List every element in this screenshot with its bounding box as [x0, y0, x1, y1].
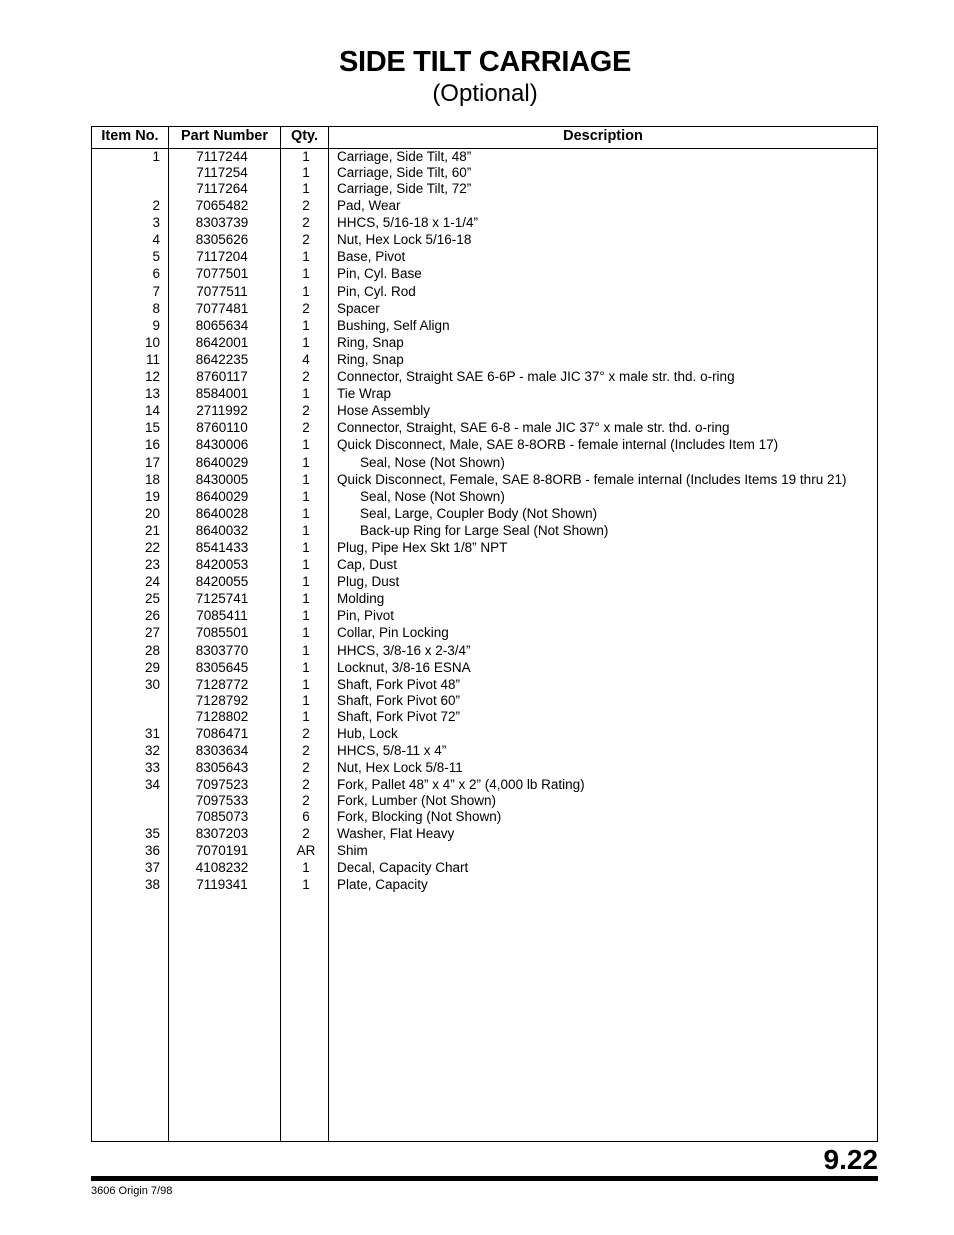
description: Hub, Lock [337, 725, 398, 741]
quantity: 2 [302, 725, 310, 741]
table-row [92, 608, 877, 625]
quantity: 2 [302, 403, 310, 419]
table-row [92, 677, 877, 693]
part-number: 7085411 [196, 608, 248, 624]
quantity: 1 [302, 676, 310, 692]
item-number: 32 [144, 742, 160, 758]
table-row [92, 352, 877, 369]
part-number: 8430005 [195, 471, 249, 487]
table-row [92, 843, 877, 860]
quantity: 1 [302, 266, 310, 282]
part-number: 8303634 [195, 742, 249, 758]
part-number: 7097533 [195, 793, 249, 809]
description: Seal, Nose (Not Shown) [360, 454, 505, 470]
table-row [92, 743, 877, 760]
description: Washer, Flat Heavy [337, 826, 455, 842]
table-row [92, 557, 877, 574]
item-number: 8 [152, 300, 160, 316]
description: Shaft, Fork Pivot 72” [337, 708, 461, 724]
item-number: 25 [144, 591, 160, 607]
description: Carriage, Side Tilt, 48” [337, 149, 472, 164]
quantity: 1 [302, 608, 310, 624]
table-row [92, 860, 877, 877]
part-number: 7128802 [195, 708, 249, 724]
quantity: 2 [302, 760, 310, 775]
part-number: 8420055 [195, 574, 249, 590]
description: Pin, Cyl. Base [337, 266, 422, 282]
item-number: 4 [152, 232, 160, 248]
quantity: 1 [302, 539, 310, 555]
part-number: 7085073 [195, 809, 249, 825]
header-part-number: Part Number [180, 128, 269, 144]
table-row [92, 215, 877, 232]
part-number: 7125741 [195, 591, 249, 607]
part-number: 7097523 [195, 777, 249, 793]
part-number: 8541433 [195, 539, 249, 555]
item-number: 13 [144, 386, 160, 402]
part-number: 8640028 [195, 505, 249, 521]
description: Ring, Snap [337, 351, 404, 367]
part-number: 8305626 [195, 232, 249, 248]
item-number: 19 [144, 488, 160, 504]
part-number: 8065634 [195, 317, 249, 333]
page-subtitle: (Optional) [432, 80, 538, 107]
table-row [92, 181, 877, 198]
table-row [92, 877, 877, 894]
description: Fork, Lumber (Not Shown) [337, 793, 497, 809]
quantity: 1 [302, 625, 310, 641]
quantity: 1 [302, 181, 310, 196]
quantity: 1 [302, 522, 310, 538]
part-number: 7119341 [196, 877, 248, 893]
description: Pin, Cyl. Rod [337, 283, 416, 299]
part-number: 8642001 [195, 334, 249, 350]
part-number: 7070191 [195, 843, 249, 859]
quantity: 6 [302, 809, 310, 825]
description: Ring, Snap [337, 334, 404, 350]
description: Seal, Nose (Not Shown) [360, 488, 505, 504]
item-number: 17 [144, 454, 160, 470]
table-row [92, 437, 877, 454]
page-number: 9.22 [823, 1144, 878, 1175]
table-row [92, 266, 877, 283]
quantity: 1 [302, 877, 310, 893]
part-number: 7117264 [196, 181, 248, 196]
description: Hose Assembly [337, 403, 431, 419]
item-number: 14 [144, 403, 160, 419]
item-number: 34 [144, 777, 160, 793]
item-number: 15 [144, 420, 160, 436]
item-number: 29 [144, 659, 160, 675]
description: Molding [337, 591, 385, 607]
table-row [92, 198, 877, 215]
quantity: 1 [302, 488, 310, 504]
quantity: 1 [302, 860, 310, 876]
part-number: 8640032 [195, 522, 249, 538]
table-row [92, 760, 877, 777]
description: Back-up Ring for Large Seal (Not Shown) [360, 522, 609, 538]
footer-rule [91, 1176, 878, 1181]
header-item-no: Item No. [101, 128, 159, 144]
quantity: 2 [302, 420, 310, 436]
description: Pad, Wear [337, 198, 401, 214]
description: HHCS, 5/8-11 x 4” [337, 742, 447, 758]
quantity: 2 [302, 742, 310, 758]
description: Decal, Capacity Chart [337, 860, 469, 876]
table-row [92, 523, 877, 540]
part-number: 7117254 [196, 165, 248, 180]
description: Pin, Pivot [337, 608, 395, 624]
table-row [92, 455, 877, 472]
description: Base, Pivot [337, 249, 406, 265]
item-number: 21 [144, 522, 160, 538]
item-number: 31 [144, 725, 160, 741]
item-number: 9 [152, 317, 160, 333]
quantity: 1 [302, 642, 310, 658]
part-number: 8640029 [195, 488, 249, 504]
quantity: 1 [302, 454, 310, 470]
table-row [92, 335, 877, 352]
item-number: 36 [144, 843, 160, 859]
table-row [92, 574, 877, 591]
description: Spacer [337, 300, 380, 316]
quantity: 1 [302, 149, 310, 164]
item-number: 12 [144, 369, 160, 385]
item-number: 33 [144, 760, 160, 775]
part-number: 7128792 [195, 692, 249, 708]
quantity: 1 [302, 557, 310, 573]
quantity: 1 [302, 591, 310, 607]
item-number: 23 [144, 557, 160, 573]
table-row [92, 726, 877, 743]
description: Tie Wrap [337, 386, 392, 402]
part-number: 8584001 [195, 386, 249, 402]
description: Nut, Hex Lock 5/8-11 [337, 760, 463, 775]
quantity: 1 [302, 283, 310, 299]
table-row [92, 625, 877, 642]
quantity: 4 [302, 351, 310, 367]
table-row [92, 506, 877, 523]
quantity: AR [296, 843, 316, 859]
part-number: 7077511 [196, 283, 248, 299]
item-number: 18 [144, 471, 160, 487]
description: Plug, Dust [337, 574, 400, 590]
description: Locknut, 3/8-16 ESNA [337, 659, 471, 675]
item-number: 1 [152, 149, 160, 164]
item-number: 35 [144, 826, 160, 842]
description: Quick Disconnect, Male, SAE 8-8ORB - female internal (Includes Item 17) [337, 437, 779, 453]
description: Carriage, Side Tilt, 72” [337, 181, 472, 196]
table-row [92, 420, 877, 437]
description: Fork, Blocking (Not Shown) [337, 809, 502, 825]
quantity: 2 [302, 300, 310, 316]
part-number: 8305645 [195, 659, 249, 675]
description: Collar, Pin Locking [337, 625, 449, 641]
part-number: 2711992 [196, 403, 248, 419]
table-row [92, 643, 877, 660]
description: Plug, Pipe Hex Skt 1/8” NPT [337, 539, 508, 555]
table-row [92, 284, 877, 301]
item-number: 11 [145, 351, 160, 367]
part-number: 8642235 [195, 351, 249, 367]
table-row [92, 472, 877, 489]
quantity: 2 [302, 232, 310, 248]
table-row [92, 403, 877, 420]
parts-table [91, 126, 878, 1142]
item-number: 16 [144, 437, 160, 453]
table-row [92, 149, 877, 165]
table-row [92, 826, 877, 843]
table-row [92, 540, 877, 557]
description: HHCS, 3/8-16 x 2-3/4” [337, 642, 471, 658]
description: Nut, Hex Lock 5/16-18 [337, 232, 472, 248]
quantity: 1 [302, 249, 310, 265]
page-title: SIDE TILT CARRIAGE [338, 46, 632, 78]
item-number: 10 [144, 334, 160, 350]
part-number: 7085501 [195, 625, 249, 641]
part-number: 8760110 [196, 420, 248, 436]
item-number: 38 [144, 877, 160, 893]
quantity: 1 [302, 165, 310, 180]
description: Seal, Large, Coupler Body (Not Shown) [360, 505, 598, 521]
description: Shaft, Fork Pivot 60” [337, 692, 461, 708]
description: Shim [337, 843, 368, 859]
table-row [92, 693, 877, 709]
part-number: 7077481 [195, 300, 249, 316]
item-number: 37 [144, 860, 160, 876]
item-number: 26 [144, 608, 160, 624]
description: Quick Disconnect, Female, SAE 8-8ORB - female internal (Includes Items 19 thru 21) [337, 471, 847, 487]
quantity: 1 [302, 386, 310, 402]
part-number: 7077501 [195, 266, 249, 282]
part-number: 8307203 [195, 826, 249, 842]
quantity: 1 [302, 708, 310, 724]
description: Bushing, Self Align [337, 317, 450, 333]
quantity: 1 [302, 574, 310, 590]
description: Cap, Dust [337, 557, 398, 573]
item-number: 6 [152, 266, 160, 282]
part-number: 8303770 [195, 642, 249, 658]
table-row [92, 232, 877, 249]
quantity: 2 [302, 215, 310, 231]
item-number: 28 [144, 642, 160, 658]
description: HHCS, 5/16-18 x 1-1/4” [337, 215, 479, 231]
table-row [92, 249, 877, 266]
table-header [92, 127, 877, 149]
quantity: 2 [302, 793, 310, 809]
part-number: 7128772 [195, 676, 249, 692]
quantity: 1 [302, 659, 310, 675]
description: Connector, Straight, SAE 6-8 - male JIC 37° x male str. thd. o-ring [337, 420, 730, 436]
quantity: 1 [302, 437, 310, 453]
quantity: 1 [302, 317, 310, 333]
footer-text: 3606 Origin 7/98 [91, 1185, 173, 1197]
quantity: 2 [302, 777, 310, 793]
quantity: 2 [302, 369, 310, 385]
description: Shaft, Fork Pivot 48” [337, 676, 461, 692]
item-number: 30 [144, 676, 160, 692]
description: Fork, Pallet 48” x 4” x 2” (4,000 lb Rating) [337, 777, 585, 793]
description: Carriage, Side Tilt, 60” [337, 165, 472, 180]
part-number: 7086471 [195, 725, 249, 741]
table-row [92, 369, 877, 386]
quantity: 2 [302, 198, 310, 214]
header-description: Description [563, 128, 643, 144]
item-number: 2 [152, 198, 160, 214]
table-row [92, 591, 877, 608]
table-row [92, 709, 877, 726]
item-number: 5 [152, 249, 160, 265]
quantity: 1 [302, 692, 310, 708]
part-number: 8305643 [195, 760, 249, 775]
header-qty: Qty. [290, 128, 319, 144]
item-number: 7 [152, 283, 160, 299]
table-row [92, 386, 877, 403]
quantity: 1 [302, 471, 310, 487]
table-row [92, 318, 877, 335]
part-number: 7065482 [195, 198, 249, 214]
item-number: 27 [144, 625, 160, 641]
part-number: 8430006 [195, 437, 249, 453]
quantity: 1 [302, 334, 310, 350]
table-row [92, 301, 877, 318]
part-number: 8420053 [195, 557, 249, 573]
table-row [92, 165, 877, 181]
part-number: 4108232 [195, 860, 249, 876]
table-row [92, 809, 877, 826]
part-number: 7117244 [196, 149, 248, 164]
part-number: 7117204 [196, 249, 248, 265]
description: Plate, Capacity [337, 877, 428, 893]
description: Connector, Straight SAE 6-6P - male JIC 37° x male str. thd. o-ring [337, 369, 735, 385]
part-number: 8303739 [195, 215, 249, 231]
table-row [92, 660, 877, 677]
item-number: 3 [152, 215, 160, 231]
table-row [92, 489, 877, 506]
table-row [92, 793, 877, 809]
item-number: 22 [144, 539, 160, 555]
part-number: 8760117 [196, 369, 248, 385]
table-row [92, 777, 877, 793]
part-number: 8640029 [195, 454, 249, 470]
quantity: 2 [302, 826, 310, 842]
item-number: 20 [144, 505, 160, 521]
quantity: 1 [302, 505, 310, 521]
item-number: 24 [144, 574, 160, 590]
table-body [92, 149, 877, 895]
